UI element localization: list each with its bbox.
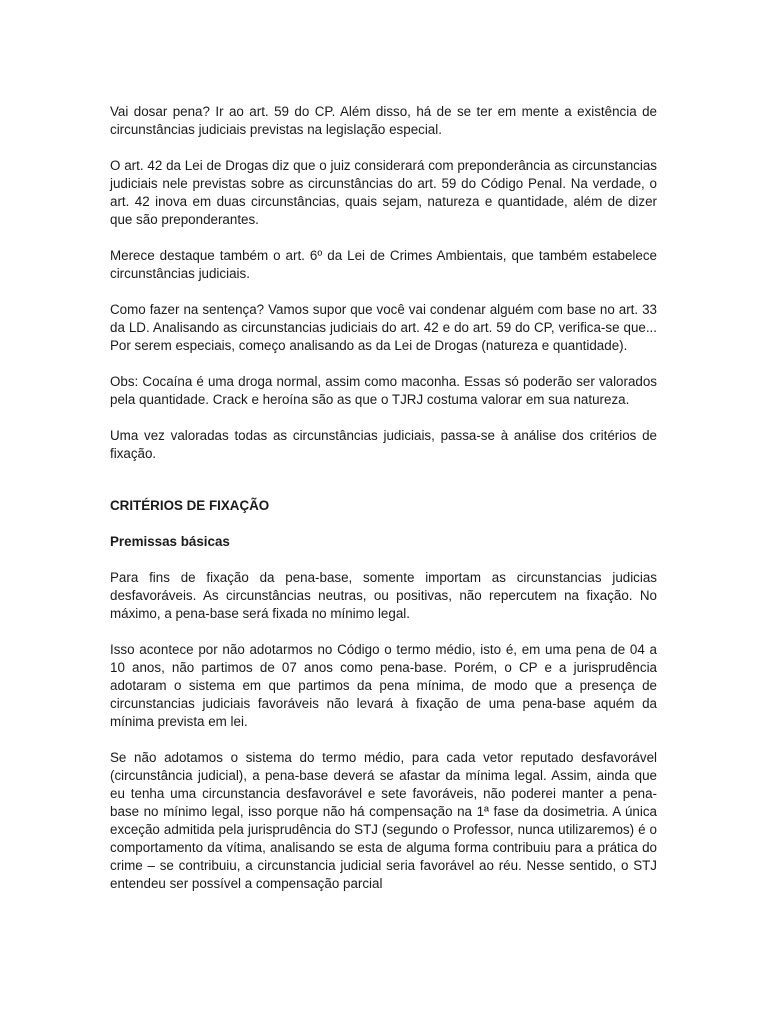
subsection-heading: Premissas básicas: [110, 534, 230, 549]
paragraph-valoradas: Uma vez valoradas todas as circunstâncias judiciais, passa-se à análise dos critérios de fixação.: [110, 428, 657, 461]
document-page: [110, 103, 657, 911]
paragraph-termo-medio: Isso acontece por não adotarmos no Código o termo médio, isto é, em uma pena de 04 a 10 anos, não partimos de 07 anos como pena-base. Porém, o CP e a jurisprudência adotaram o sistema em que partimos da pena mínima, de modo que a presença de circunstancias judiciais favoráveis não levará à fixação de uma pena-base aquém da mínima prevista em lei.: [110, 642, 657, 729]
paragraph-crimes-ambientais: Merece destaque também o art. 6º da Lei de Crimes Ambientais, que também estabelece circunstâncias judiciais.: [110, 248, 657, 281]
paragraph-dosar-pena: Vai dosar pena? Ir ao art. 59 do CP. Além disso, há de se ter em mente a existência de circunstâncias judiciais previstas na legislação especial.: [110, 104, 657, 137]
paragraph-sentenca: Como fazer na sentença? Vamos supor que você vai condenar alguém com base no art. 33 da LD. Analisando as circunstancias judiciais do art. 42 e do art. 59 do CP, verifica-se que... Por serem especiais, começo analisando as da Lei de Drogas (natureza e quantidade).: [110, 302, 657, 353]
paragraph-pena-base: Para fins de fixação da pena-base, somente importam as circunstancias judicias desfavoráveis. As circunstâncias neutras, ou positivas, não repercutem na fixação. No máximo, a pena-base será fixada no mínimo legal.: [110, 570, 657, 621]
section-heading: CRITÉRIOS DE FIXAÇÃO: [110, 498, 270, 513]
paragraph-lei-de-drogas: O art. 42 da Lei de Drogas diz que o juiz considerará com preponderância as circunstancias judiciais nele previstas sobre as circunstâncias do art. 59 do Código Penal. Na verdade, o art. 42 inova em duas circunstâncias, quais sejam, natureza e quantidade, além de dizer que são preponderantes.: [110, 158, 657, 227]
paragraph-vetor-desfavoravel: Se não adotamos o sistema do termo médio, para cada vetor reputado desfavorável (circunstância judicial), a pena-base deverá se afastar da mínima legal. Assim, ainda que eu tenha uma circunstancia desfavorável e sete favoráveis, não poderei manter a pena-base no mínimo legal, isso porque não há compensação na 1ª fase da dosimetria. A única exceção admitida pela jurisprudência do STJ (segundo o Professor, nunca utilizaremos) é o comportamento da vítima, analisando se esta de alguma forma contribuiu para a prática do crime – se contribuiu, a circunstancia judicial seria favorável ao réu. Nesse sentido, o STJ entendeu ser possível a compensação parcial: [110, 750, 657, 891]
paragraph-obs-cocaina: Obs: Cocaína é uma droga normal, assim como maconha. Essas só poderão ser valorados pela quantidade. Crack e heroína são as que o TJRJ costuma valorar em sua natureza.: [110, 374, 657, 407]
